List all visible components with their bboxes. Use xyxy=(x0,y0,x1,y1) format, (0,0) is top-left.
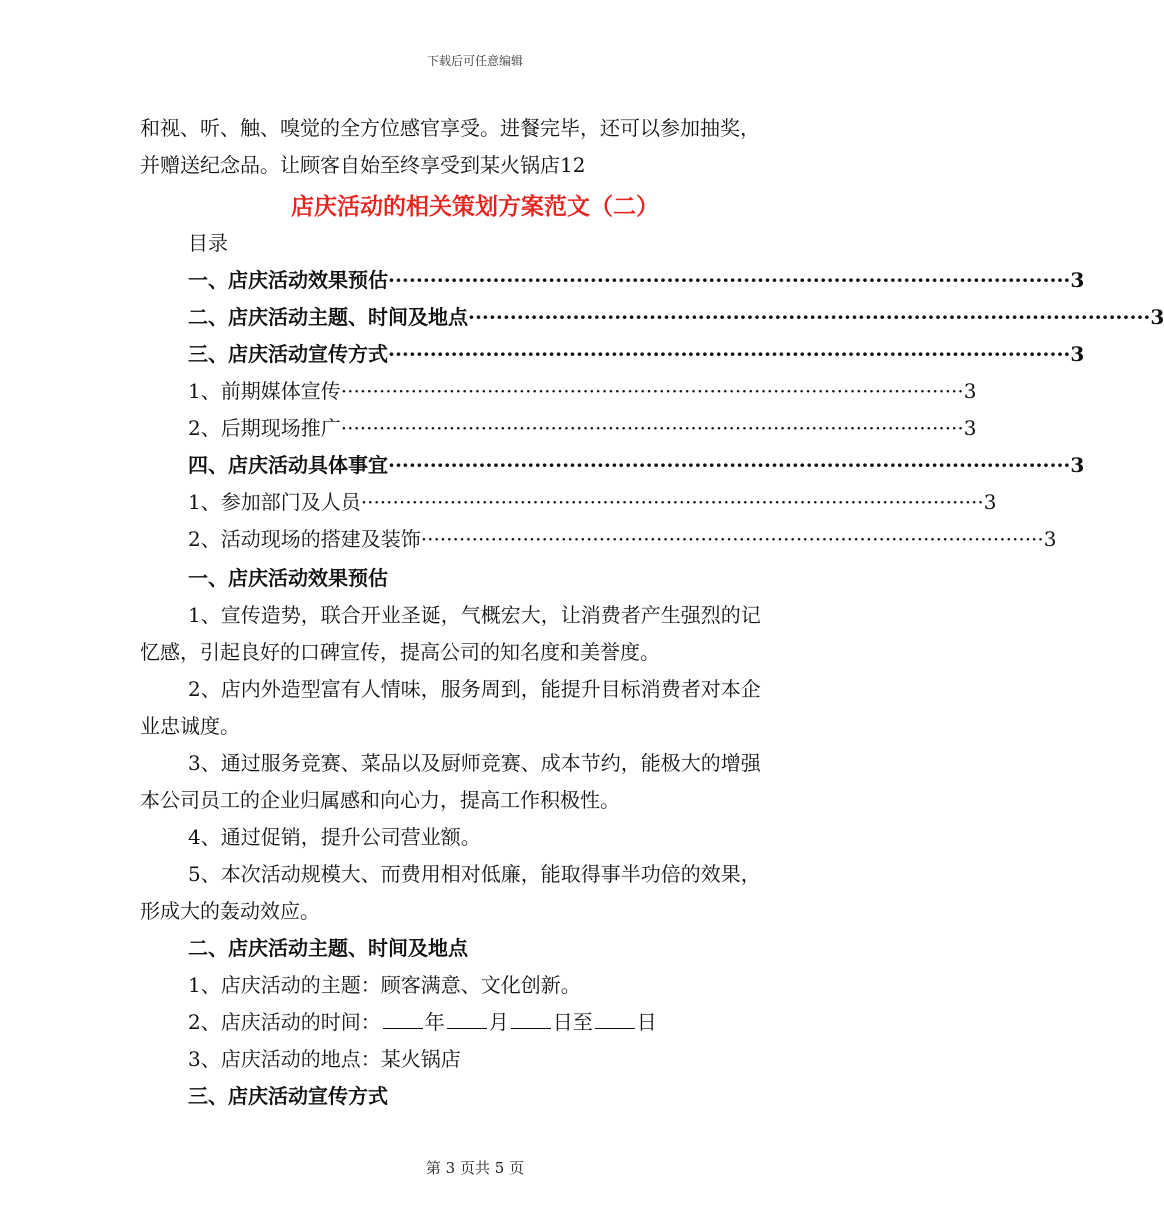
paragraph-5-line-2: 形成大的轰动效应。 xyxy=(140,899,320,923)
toc-item-page-number: 3 xyxy=(963,416,977,440)
section-2-heading: 二、店庆活动主题、时间及地点 xyxy=(188,936,468,960)
month-blank xyxy=(447,1010,487,1029)
year-blank xyxy=(383,1010,423,1029)
toc-item[interactable] xyxy=(188,342,1085,366)
toc-leader-dots: ·································································································· xyxy=(468,305,1151,329)
toc-leader-dots: ·································································································· xyxy=(388,268,1071,292)
toc-item[interactable] xyxy=(188,416,977,440)
toc-leader-dots: ·································································································· xyxy=(340,416,964,440)
paragraph-3-line-1: 3、通过服务竞赛、菜品以及厨师竞赛、成本节约，能极大的增强 xyxy=(188,751,761,775)
toc-item[interactable] xyxy=(188,379,977,403)
activity-time xyxy=(188,1010,657,1034)
section-3-heading: 三、店庆活动宣传方式 xyxy=(188,1084,388,1108)
toc-item-page-number: 3 xyxy=(1070,453,1085,477)
toc-item-page-number: 3 xyxy=(1070,268,1085,292)
toc-item[interactable] xyxy=(188,305,1164,329)
page-footer: 第 3 页共 5 页 xyxy=(425,1159,525,1177)
header-note: 下载后可任意编辑 xyxy=(426,54,523,68)
toc-item-label: 2、活动现场的搭建及装饰 xyxy=(188,527,421,551)
paragraph-1-line-2: 忆感，引起良好的口碑宣传，提高公司的知名度和美誉度。 xyxy=(140,640,660,664)
toc-item[interactable] xyxy=(188,268,1085,292)
activity-place: 3、店庆活动的地点：某火锅店 xyxy=(188,1047,461,1071)
day-to-label: 日至 xyxy=(552,1010,593,1034)
toc-item-page-number: 3 xyxy=(1043,527,1057,551)
toc-item-label: 2、后期现场推广 xyxy=(188,416,341,440)
paragraph-4: 4、通过促销，提升公司营业额。 xyxy=(188,825,481,849)
toc-leader-dots: ·································································································· xyxy=(360,490,984,514)
toc-item-page-number: 3 xyxy=(1150,305,1164,329)
toc-item-page-number: 3 xyxy=(1070,342,1085,366)
toc-item-label: 四、店庆活动具体事宜 xyxy=(188,453,388,477)
toc-item-label: 二、店庆活动主题、时间及地点 xyxy=(188,305,468,329)
toc-item-label: 一、店庆活动效果预估 xyxy=(188,268,388,292)
toc-leader-dots: ·································································································· xyxy=(420,527,1044,551)
toc-item-page-number: 3 xyxy=(983,490,997,514)
toc-item-label: 三、店庆活动宣传方式 xyxy=(188,342,388,366)
intro-line-1: 和视、听、触、嗅觉的全方位感官享受。进餐完毕，还可以参加抽奖， xyxy=(140,116,760,140)
toc-leader-dots: ·································································································· xyxy=(388,453,1071,477)
toc-item[interactable] xyxy=(188,490,997,514)
section-1-heading: 一、店庆活动效果预估 xyxy=(188,566,388,590)
toc-leader-dots: ·································································································· xyxy=(340,379,964,403)
paragraph-3-line-2: 本公司员工的企业归属感和向心力，提高工作积极性。 xyxy=(140,788,620,812)
paragraph-2-line-2: 业忠诚度。 xyxy=(140,714,240,738)
end-day-blank xyxy=(595,1010,635,1029)
toc-item-page-number: 3 xyxy=(963,379,977,403)
day-label: 日 xyxy=(636,1010,657,1034)
month-label: 月 xyxy=(488,1010,509,1034)
year-label: 年 xyxy=(424,1010,445,1034)
paragraph-2-line-1: 2、店内外造型富有人情味，服务周到，能提升目标消费者对本企 xyxy=(188,677,761,701)
start-day-blank xyxy=(511,1010,551,1029)
document-title: 店庆活动的相关策划方案范文（二） xyxy=(291,193,659,220)
activity-time-label: 2、店庆活动的时间： xyxy=(188,1010,381,1034)
paragraph-1-line-1: 1、宣传造势，联合开业圣诞，气概宏大，让消费者产生强烈的记 xyxy=(188,603,761,627)
toc-heading: 目录 xyxy=(188,231,228,255)
activity-theme: 1、店庆活动的主题：顾客满意、文化创新。 xyxy=(188,973,581,997)
paragraph-5-line-1: 5、本次活动规模大、而费用相对低廉，能取得事半功倍的效果， xyxy=(188,862,761,886)
toc-item[interactable] xyxy=(188,453,1085,477)
intro-line-2: 并赠送纪念品。让顾客自始至终享受到某火锅店12 xyxy=(140,153,586,177)
toc-item[interactable] xyxy=(188,527,1057,551)
toc-item-label: 1、前期媒体宣传 xyxy=(188,379,341,403)
toc-leader-dots: ·································································································· xyxy=(388,342,1071,366)
toc-item-label: 1、参加部门及人员 xyxy=(188,490,361,514)
